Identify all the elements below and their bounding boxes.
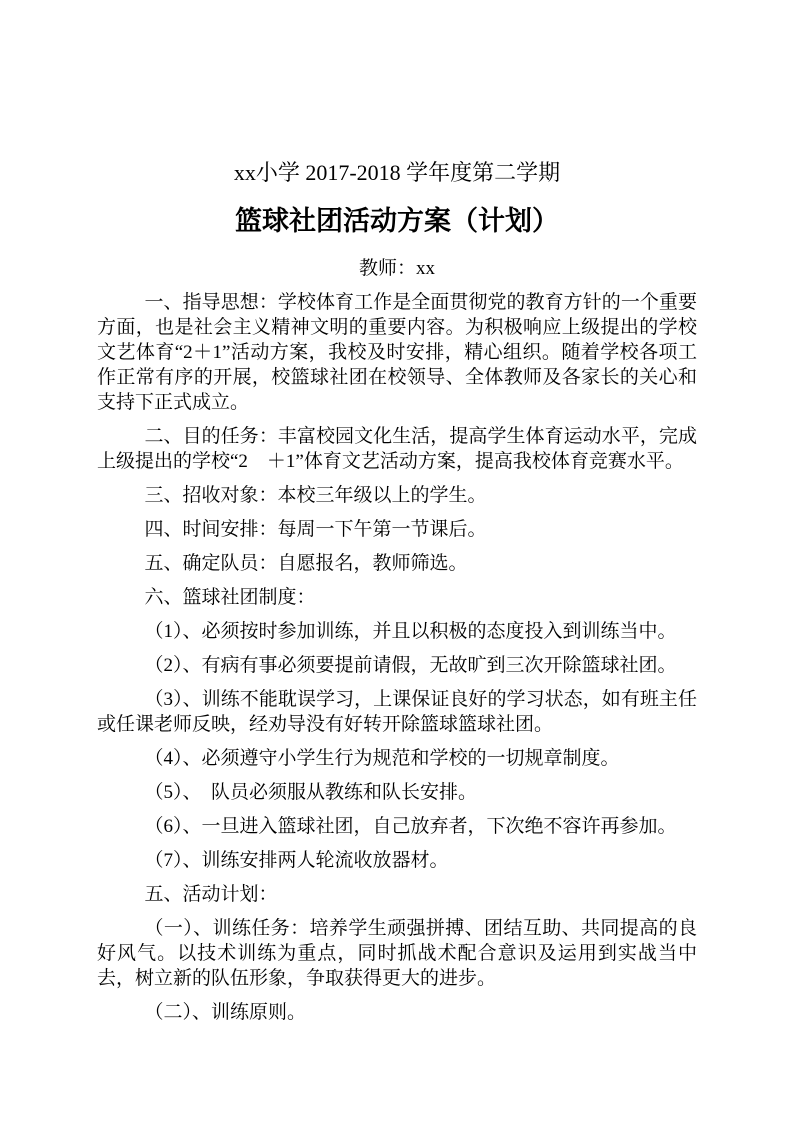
doc-paragraph: （6）、一旦进入篮球社团，自己放弃者，下次绝不容许再参加。 bbox=[144, 816, 677, 837]
doc-paragraph: 三、招收对象：本校三年级以上的学生。 bbox=[144, 485, 487, 506]
doc-paragraph: （2）、有病有事必须要提前请假，无故旷到三次开除篮球社团。 bbox=[144, 655, 677, 676]
doc-paragraph: （一）、训练任务：培养学生顽强拼搏、团结互助、共同提高的良好风气。以技术训练为重点，同时抓战术配合意识及运用到实战当中去，树立新的队伍形象，争取获得更大的进步。 bbox=[97, 918, 697, 989]
doc-paragraph: （二）、训练原则。 bbox=[144, 1002, 307, 1023]
doc-paragraph: 五、活动计划： bbox=[144, 884, 278, 905]
doc-paragraph: 六、篮球社团制度： bbox=[144, 587, 316, 608]
doc-paragraph: （7）、训练安排两人轮流收放器材。 bbox=[144, 850, 449, 871]
doc-header-line: xx小学 2017-2018 学年度第二学期 bbox=[233, 160, 561, 185]
doc-paragraph: 一、指导思想：学校体育工作是全面贯彻党的教育方针的一个重要方面，也是社会主义精神文明的重要内容。为积极响应上级提出的学校文艺体育“2＋1”活动方案，我校及时安排，精心组织。随着学校各项工作正常有序的开展，校篮球社团在校领导、全体教师及各家长的关心和支持下正式成立。 bbox=[97, 292, 697, 413]
doc-title: 篮球社团活动方案（计划） bbox=[235, 206, 559, 236]
teacher-line: 教师：xx bbox=[358, 258, 435, 279]
doc-paragraph: （5）、 队员必须服从教练和队长安排。 bbox=[144, 782, 478, 803]
doc-paragraph: 二、目的任务：丰富校园文化生活，提高学生体育运动水平，完成上级提出的学校“2 ＋1”体育文艺活动方案，提高我校体育竞赛水平。 bbox=[97, 426, 697, 472]
doc-paragraph: 五、确定队员：自愿报名，教师筛选。 bbox=[144, 553, 468, 574]
doc-paragraph: （3）、训练不能耽误学习，上课保证良好的学习状态，如有班主任或任课老师反映，经劝导没有好转开除篮球篮球社团。 bbox=[97, 689, 697, 735]
doc-paragraph: 四、时间安排：每周一下午第一节课后。 bbox=[144, 519, 487, 540]
doc-paragraph: （4）、必须遵守小学生行为规范和学校的一切规章制度。 bbox=[144, 748, 620, 769]
doc-paragraph: （1）、必须按时参加训练，并且以积极的态度投入到训练当中。 bbox=[144, 621, 677, 642]
